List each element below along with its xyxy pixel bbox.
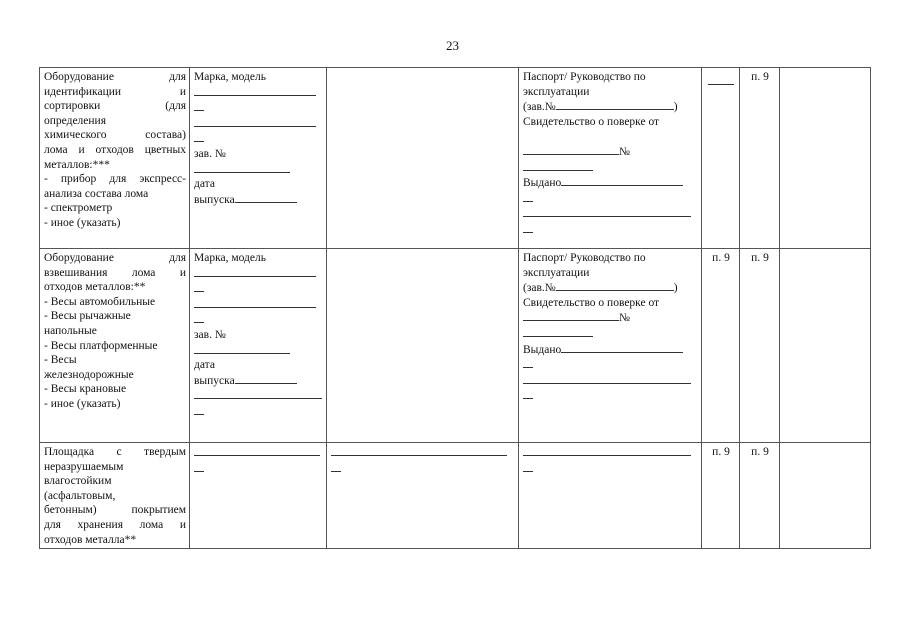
passport-label: Паспорт/ Руководство по bbox=[523, 252, 646, 264]
description-line: сортировки (для bbox=[44, 100, 186, 113]
model-label: Марка, модель bbox=[194, 252, 266, 264]
passport-label: эксплуатации bbox=[523, 266, 590, 279]
passport-cell: Паспорт/ Руководство по эксплуатации (зав.№ ) Свидетельство о поверке от № Выдано bbox=[519, 249, 702, 443]
model-fill-line[interactable] bbox=[194, 266, 316, 277]
empty-cell bbox=[327, 249, 519, 443]
model-cell bbox=[190, 68, 327, 249]
description-line: - Весы крановые bbox=[44, 383, 127, 396]
model-label: Марка, модель bbox=[194, 71, 266, 83]
issued-fill-line[interactable] bbox=[523, 222, 533, 233]
number-sign: № bbox=[619, 145, 630, 158]
passport-cell: Паспорт/ Руководство по эксплуатации (зав.№ ) Свидетельство о поверке от № Выдано bbox=[519, 68, 702, 249]
description-line: взвешивания лома и bbox=[44, 266, 186, 279]
point-label: п. 9 bbox=[712, 252, 730, 264]
model-fill-line[interactable] bbox=[194, 312, 204, 323]
point-cell bbox=[740, 249, 780, 443]
description-line: анализа состава лома bbox=[44, 187, 149, 200]
table-row bbox=[40, 443, 871, 549]
model-fill-line[interactable] bbox=[194, 116, 316, 127]
equipment-description-cell bbox=[40, 68, 190, 249]
description-line: - спектрометр bbox=[44, 202, 113, 215]
serial-fill-line[interactable] bbox=[194, 343, 290, 354]
description-line: - Весы автомобильные bbox=[44, 295, 156, 308]
certificate-date-fill-line[interactable] bbox=[523, 144, 619, 155]
point-fill-line[interactable] bbox=[708, 74, 734, 85]
point-cell bbox=[702, 68, 740, 249]
model-fill-line[interactable] bbox=[194, 131, 204, 142]
fill-line[interactable] bbox=[523, 445, 691, 456]
page-number: 23 bbox=[446, 38, 459, 53]
release-fill-line[interactable] bbox=[194, 388, 322, 399]
fill-line[interactable] bbox=[194, 445, 320, 456]
point-cell bbox=[702, 443, 740, 549]
issued-fill-line[interactable] bbox=[523, 373, 691, 384]
description-line: отходов металлов:** bbox=[44, 281, 146, 294]
date-label: дата bbox=[194, 359, 215, 372]
point-label: п. 9 bbox=[751, 446, 769, 458]
description-line: отходов металла** bbox=[44, 533, 137, 546]
issued-fill-line[interactable] bbox=[523, 388, 533, 399]
fill-line[interactable] bbox=[331, 461, 341, 472]
description-line: химического состава) bbox=[44, 129, 186, 142]
number-sign: № bbox=[619, 312, 630, 325]
fill-line[interactable] bbox=[331, 445, 507, 456]
certificate-label: Свидетельство о поверке от bbox=[523, 296, 660, 309]
issued-fill-line[interactable] bbox=[523, 357, 533, 368]
issued-label: Выдано bbox=[523, 343, 562, 356]
date-label: дата bbox=[194, 178, 215, 191]
certificate-date-fill-line[interactable] bbox=[523, 310, 619, 321]
model-fill-line[interactable] bbox=[194, 85, 316, 96]
fill-line[interactable] bbox=[523, 461, 533, 472]
point-cell bbox=[740, 443, 780, 549]
description-line: бетонным) покрытием bbox=[44, 504, 186, 517]
equipment-description-cell bbox=[40, 443, 190, 549]
point-label: п. 9 bbox=[751, 252, 769, 264]
fill-line[interactable] bbox=[194, 461, 204, 472]
description-line: - иное (указать) bbox=[44, 216, 121, 229]
description-line: идентификации и bbox=[44, 85, 186, 98]
description-line: - Весы bbox=[44, 354, 77, 367]
point-label: п. 9 bbox=[712, 446, 730, 458]
passport-serial-label: (зав.№ bbox=[523, 101, 556, 114]
description-line: для хранения лома и bbox=[44, 518, 186, 531]
release-fill-line[interactable] bbox=[194, 404, 204, 415]
passport-label: эксплуатации bbox=[523, 85, 590, 98]
empty-cell bbox=[780, 443, 871, 549]
passport-serial-fill-line[interactable] bbox=[556, 99, 674, 110]
description-line: Оборудование для bbox=[44, 71, 186, 83]
equipment-table bbox=[39, 67, 871, 549]
description-line: Оборудование для bbox=[44, 252, 186, 264]
issued-label: Выдано bbox=[523, 177, 562, 190]
issued-fill-line[interactable] bbox=[523, 191, 533, 202]
empty-cell bbox=[327, 68, 519, 249]
release-label: выпуска bbox=[194, 193, 235, 206]
certificate-number-fill-line[interactable] bbox=[523, 326, 593, 337]
point-cell bbox=[740, 68, 780, 249]
issued-fill-line[interactable] bbox=[523, 206, 691, 217]
equipment-description-cell bbox=[40, 249, 190, 443]
table-row bbox=[40, 68, 871, 249]
description-line: - иное (указать) bbox=[44, 397, 121, 410]
fill-cell bbox=[327, 443, 519, 549]
passport-label: Паспорт/ Руководство по bbox=[523, 71, 646, 83]
description-line: металлов:*** bbox=[44, 158, 110, 171]
description-line: - прибор для экспресс- bbox=[44, 173, 186, 186]
description-line: напольные bbox=[44, 324, 97, 337]
point-label: п. 9 bbox=[751, 71, 769, 83]
description-line: определения bbox=[44, 114, 107, 127]
issued-fill-line[interactable] bbox=[561, 175, 683, 186]
serial-fill-line[interactable] bbox=[194, 162, 290, 173]
description-line: - Весы платформенные bbox=[44, 339, 158, 352]
model-fill-line[interactable] bbox=[194, 100, 204, 111]
release-fill-line[interactable] bbox=[235, 192, 297, 203]
fill-cell bbox=[519, 443, 702, 549]
point-cell bbox=[702, 249, 740, 443]
empty-cell bbox=[780, 249, 871, 443]
description-line: - Весы рычажные bbox=[44, 310, 131, 323]
serial-label: зав. № bbox=[194, 147, 226, 160]
release-fill-line[interactable] bbox=[235, 373, 297, 384]
passport-serial-fill-line[interactable] bbox=[556, 280, 674, 291]
description-line: железнодорожные bbox=[44, 368, 134, 381]
passport-serial-label: (зав.№ bbox=[523, 282, 556, 295]
model-fill-line[interactable] bbox=[194, 297, 316, 308]
release-label: выпуска bbox=[194, 374, 235, 387]
fill-cell bbox=[190, 443, 327, 549]
description-line: неразрушаемым bbox=[44, 460, 124, 473]
description-line: лома и отходов цветных bbox=[44, 143, 186, 156]
certificate-number-fill-line[interactable] bbox=[523, 160, 593, 171]
issued-fill-line[interactable] bbox=[561, 342, 683, 353]
table-row bbox=[40, 249, 871, 443]
empty-cell bbox=[780, 68, 871, 249]
description-line: влагостойким bbox=[44, 475, 112, 488]
serial-label: зав. № bbox=[194, 328, 226, 341]
description-line: (асфальтовым, bbox=[44, 489, 116, 502]
certificate-label: Свидетельство о поверке от bbox=[523, 115, 660, 128]
description-line: Площадка с твердым bbox=[44, 446, 186, 458]
model-fill-line[interactable] bbox=[194, 281, 204, 292]
model-cell bbox=[190, 249, 327, 443]
